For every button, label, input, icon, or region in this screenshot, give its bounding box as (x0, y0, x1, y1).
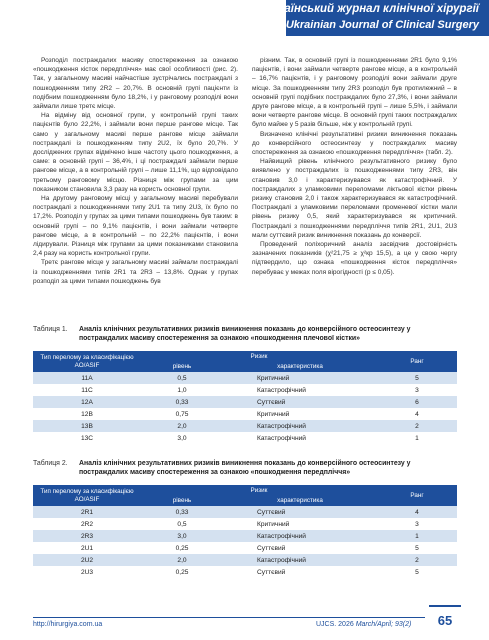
header-level: рівень (141, 362, 223, 372)
cell-level: 3,0 (141, 432, 223, 444)
cell-level: 0,25 (141, 542, 223, 554)
header-fracture-type: Тип перелому за класифікацією АО/ASIF (33, 485, 141, 506)
cell-characteristic: Катастрофічний (223, 384, 377, 396)
page-number: 65 (437, 613, 453, 628)
paragraph: Проведений поліхоричний аналіз засвідчив достовірність зазначених показників (χ²21,75 ≥ χ²кр 15,5), а це у свою чергу підтвердило, що ознака «пошкодження кісток передпліччя» перебуває у межах поля вірогідності (p ≤ 0,05). (252, 241, 457, 276)
paragraph: На відміну від основної групи, у контрольній групі таких пацієнтів було 22,2%, і займали вони перше рангове місце. Так само у загальному масиві перше рангове місце займали постраждалі із пошкодженням типу 2U2, їх було 20,7%. У досліджених групах відмічено інше частоту цього пошкодження, а саме: в основній групі – 36,4%, і ці постраждалі займали перше рангове місце, а в контрольній групі – лише 11,1%, що відповідало третьому ранговому місцю. Різниця між групами за цим показником становила 3,3 разу на користь основної групи. (33, 112, 238, 193)
table-row (33, 420, 457, 432)
table-number: Таблиця 1. (33, 326, 68, 333)
footer-journal-prefix: UJCS. 2026 (316, 621, 354, 628)
cell-rank: 4 (377, 408, 457, 420)
table-row (33, 408, 457, 420)
cell-rank: 3 (377, 384, 457, 396)
table-row (33, 518, 457, 530)
cell-type: 11C (33, 384, 141, 396)
cell-rank: 5 (377, 372, 457, 384)
journal-header-band (263, 0, 489, 36)
cell-type: 2U1 (33, 542, 141, 554)
table-row (33, 396, 457, 408)
cell-characteristic: Катастрофічний (223, 530, 377, 542)
cell-type: 11A (33, 372, 141, 384)
text-column-right (252, 56, 457, 277)
header-risk: Ризик (141, 485, 377, 496)
cell-level: 0,5 (141, 518, 223, 530)
cell-level: 1,0 (141, 384, 223, 396)
cell-type: 13B (33, 420, 141, 432)
cell-characteristic: Суттєвий (223, 566, 377, 578)
table-row (33, 566, 457, 578)
cell-characteristic: Критичний (223, 408, 377, 420)
text-column-left (33, 56, 238, 286)
table-number: Таблиця 2. (33, 460, 68, 467)
paragraph: різним. Так, в основній групі із пошкодженнями 2R1 було 9,1% пацієнтів, і вони займали четверте рангове місце, а в контрольній – 16,7% пацієнтів, і у ранговому розподілі вони займали друге місце. За пошкодженням типу 2R3 розподіл був протилежний – в основній групі подібних постраждалих було 27,3%, і вони займали друге рангове місце, а в контрольній групі – лише 5,5%, і займали вони четверте рангове місце. В основній групі таких постраждалих було майже у 5 разів більше, ніж у контрольній групі. (252, 57, 457, 129)
footer-divider (33, 617, 425, 618)
paragraph: Визначено клінічні результативні ризики виникнення показань до конверсійного остеосинтезу у постраждалих масиву спостереження за ознакою «пошкодження передпліччя» (табл. 2). (252, 130, 457, 157)
cell-rank: 3 (377, 518, 457, 530)
cell-characteristic: Критичний (223, 372, 377, 384)
paragraph: На другому ранговому місці у загальному масиві перебували постраждалі з пошкодженнями типу 2U1 та типу 2U3, їх було по 17,2%. Розподіл у групах за цими типами пошкоджень був таким: в основній групі – по 9,1% пацієнтів, і вони займали четверте рангове місце, а в контрольній – по 22,2% пацієнтів, і вони лідирували. Різниця між групами за цими показниками становила 2,4 разу на користь контрольної групи. (33, 195, 238, 258)
table-row (33, 432, 457, 444)
cell-characteristic: Критичний (223, 518, 377, 530)
header-risk: Ризик (141, 351, 377, 362)
cell-level: 3,0 (141, 530, 223, 542)
footer-journal-citation (316, 621, 411, 628)
table-caption (33, 460, 457, 477)
header-characteristic: характеристика (223, 362, 377, 372)
page-number-bar (429, 605, 461, 607)
table-row (33, 554, 457, 566)
table-row (33, 530, 457, 542)
footer-website-link[interactable]: http://hirurgiya.com.ua (33, 621, 103, 628)
cell-type: 2U2 (33, 554, 141, 566)
paragraph: Третє рангове місце у загальному масиві займали постраждалі із пошкодженнями типів 2R1 та 2R3 – 13,8%. Однак у групах розподіл за цими типами пошкоджень був (33, 259, 238, 285)
cell-type: 13C (33, 432, 141, 444)
journal-title-ukrainian: Український журнал клінічної хірургії (264, 3, 479, 15)
cell-level: 0,5 (141, 372, 223, 384)
journal-title-english: The Ukrainian Journal of Clinical Surgery (263, 19, 479, 31)
risk-table-1 (33, 351, 457, 444)
header-characteristic: характеристика (223, 496, 377, 506)
cell-characteristic: Суттєвий (223, 542, 377, 554)
cell-level: 0,75 (141, 408, 223, 420)
table-1-block (33, 326, 457, 444)
cell-rank: 6 (377, 396, 457, 408)
cell-level: 0,25 (141, 566, 223, 578)
paragraph: Розподіл постраждалих масиву спостереження за ознакою «пошкодження кісток передпліччя» має свої особливості (рис. 2). Так, у загальному масиві найчастіше зустрічались постраждалі з пошкодженням типу 2R2 – 20,7%. В основній групі пацієнти із подібним пошкодженням було 18,2%, і у ранговому розподілі вони займали лише третє місце. (33, 57, 238, 111)
cell-characteristic: Катастрофічний (223, 432, 377, 444)
header-fracture-type: Тип перелому за класифікацією АО/ASIF (33, 351, 141, 372)
header-rank: Ранг (377, 351, 457, 372)
table-row (33, 384, 457, 396)
cell-type: 2R1 (33, 506, 141, 518)
cell-level: 0,33 (141, 506, 223, 518)
table-caption (33, 326, 457, 343)
cell-level: 2,0 (141, 554, 223, 566)
header-rank: Ранг (377, 485, 457, 506)
table-2-block (33, 460, 457, 578)
cell-characteristic: Суттєвий (223, 396, 377, 408)
table-row (33, 506, 457, 518)
table-title: Аналіз клінічних результативних ризиків виникнення показань до конверсійного остеосинтезу у постраждалих масиву спостереження за ознакою «пошкодження передпліччя» (79, 460, 411, 476)
cell-level: 2,0 (141, 420, 223, 432)
cell-type: 12B (33, 408, 141, 420)
risk-table-2 (33, 485, 457, 578)
cell-rank: 1 (377, 432, 457, 444)
cell-rank: 5 (377, 566, 457, 578)
paragraph: Найвищий рівень клінічного результативного ризику було виявлено у постраждалих із пошкодженнями типу 2R3, він становив 3,0 і характеризувався як катастрофічний. У постраждалих з уламковими переломами ліктьової кістки рівень ризику становив 2,0 і також характеризувався як катастрофічний. Постраждалі з уламковими переломами променевої кістки мали рівень ризику 0,5, який характеризувався як критичний. Постраждалі з пошкодженнями передпліччя типів 2R1, 2U1, 2U3 мали суттєвий ризик виникнення показань до конверсії. (252, 158, 457, 239)
table-row (33, 542, 457, 554)
cell-level: 0,33 (141, 396, 223, 408)
footer-journal-issue: March/April; 93(2) (355, 621, 412, 628)
cell-rank: 2 (377, 554, 457, 566)
cell-type: 12A (33, 396, 141, 408)
cell-characteristic: Катастрофічний (223, 420, 377, 432)
cell-characteristic: Катастрофічний (223, 554, 377, 566)
header-level: рівень (141, 496, 223, 506)
cell-rank: 5 (377, 542, 457, 554)
table-row (33, 372, 457, 384)
cell-rank: 2 (377, 420, 457, 432)
cell-rank: 4 (377, 506, 457, 518)
cell-type: 2R2 (33, 518, 141, 530)
cell-type: 2R3 (33, 530, 141, 542)
cell-type: 2U3 (33, 566, 141, 578)
table-title: Аналіз клінічних результативних ризиків виникнення показань до конверсійного остеосинтезу у постраждалих масиву спостереження за ознакою «пошкодження плечової кістки» (79, 326, 411, 342)
cell-rank: 1 (377, 530, 457, 542)
cell-characteristic: Суттєвий (223, 506, 377, 518)
